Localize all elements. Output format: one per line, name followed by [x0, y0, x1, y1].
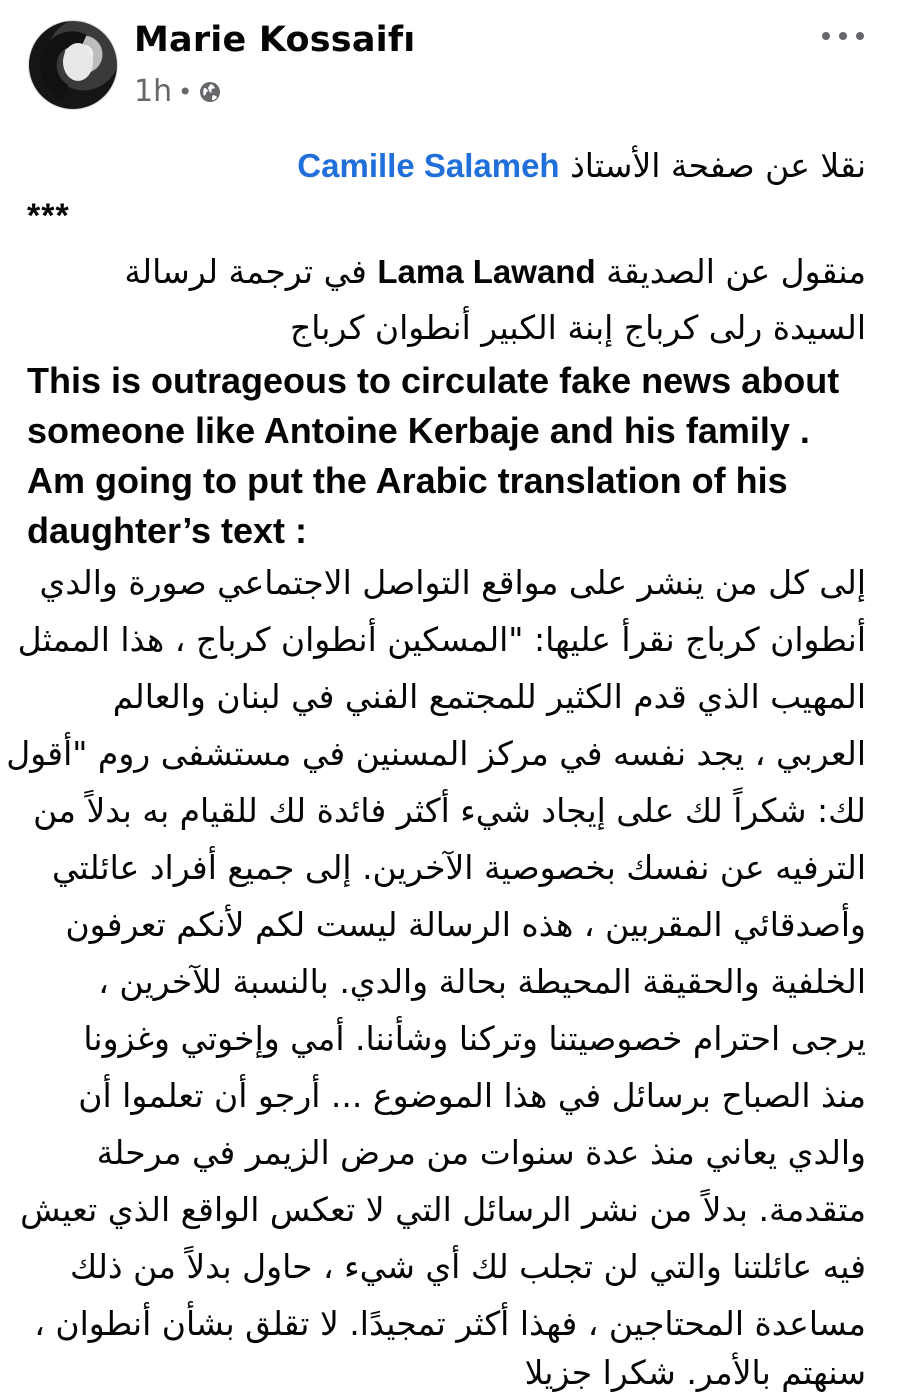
english-line-3: Am going to put the Arabic translation of his [27, 460, 788, 501]
translation-intro-line1 [124, 254, 866, 290]
english-line-4: daughter’s text : [27, 510, 308, 551]
translation-intro-before: منقول عن الصديقة [606, 252, 866, 291]
avatar-face [63, 43, 93, 81]
arabic-line-14: مساعدة المحتاجين ، فهذا أكثر تمجيدًا. لا تقلق بشأن أنطوان ، [34, 1304, 866, 1343]
post-time[interactable]: 1h [134, 74, 173, 109]
meta-separator: • [178, 77, 193, 106]
arabic-line-13: فيه عائلتنا والتي لن تجلب لك أي شيء ، حاول بدلاً من ذلك [70, 1247, 866, 1286]
english-line-1: This is outrageous to circulate fake news about [27, 360, 840, 401]
quoted-from-line [297, 148, 866, 184]
translation-intro-after: في ترجمة لرسالة [124, 252, 367, 291]
arabic-line-5: لك: شكراً لك على إيجاد شيء أكثر فائدة لك للقيام به بدلاً من [33, 791, 866, 830]
author-name[interactable]: Marie Kossaifı [134, 20, 416, 60]
arabic-line-7: وأصدقائي المقربين ، هذه الرسالة ليست لكم لأنكم تعرفون [65, 905, 866, 944]
mention-lama-lawand[interactable]: Lama Lawand [377, 253, 596, 290]
quoted-from-text: نقلا عن صفحة الأستاذ [570, 146, 866, 185]
post-meta [134, 74, 222, 109]
arabic-line-3: المهيب الذي قدم الكثير للمجتمع الفني في لبنان والعالم [112, 677, 866, 716]
arabic-line-6: الترفيه عن نفسك بخصوصية الآخرين. إلى جميع أفراد عائلتي [52, 848, 866, 887]
mention-camille-salameh[interactable]: Camille Salameh [297, 147, 560, 184]
arabic-line-15: سنهتم بالأمر. شكرا جزيلا [524, 1353, 866, 1392]
arabic-line-2: أنطوان كرباج نقرأ عليها: "المسكين أنطوان كرباج ، هذا الممثل [17, 620, 866, 659]
avatar[interactable] [28, 20, 118, 110]
arabic-line-4: العربي ، يجد نفسه في مركز المسنين في مستشفى روم "أقول [6, 734, 866, 773]
arabic-line-1: إلى كل من ينشر على مواقع التواصل الاجتماعي صورة والدي [39, 563, 866, 602]
arabic-line-9: يرجى احترام خصوصيتنا وتركنا وشأننا. أمي وإخوتي وغزونا [83, 1019, 866, 1058]
arabic-line-10: منذ الصباح برسائل في هذا الموضوع ... أرجو أن تعلموا أن [78, 1076, 866, 1115]
arabic-line-11: والدي يعاني منذ عدة سنوات من مرض الزيمر في مرحلة [96, 1133, 866, 1172]
arabic-line-8: الخلفية والحقيقة المحيطة بحالة والدي. بالنسبة للآخرين ، [98, 962, 866, 1001]
english-line-2: someone like Antoine Kerbaje and his family . [27, 410, 810, 451]
separator-stars: *** [27, 197, 70, 235]
arabic-line-12: متقدمة. بدلاً من نشر الرسائل التي لا تعكس الواقع الذي تعيش [20, 1190, 866, 1229]
post-header [0, 0, 900, 130]
translation-intro-line2: السيدة رلى كرباج إبنة الكبير أنطوان كرباج [289, 308, 866, 347]
globe-icon[interactable] [198, 80, 222, 104]
more-options-icon[interactable] [822, 26, 864, 46]
